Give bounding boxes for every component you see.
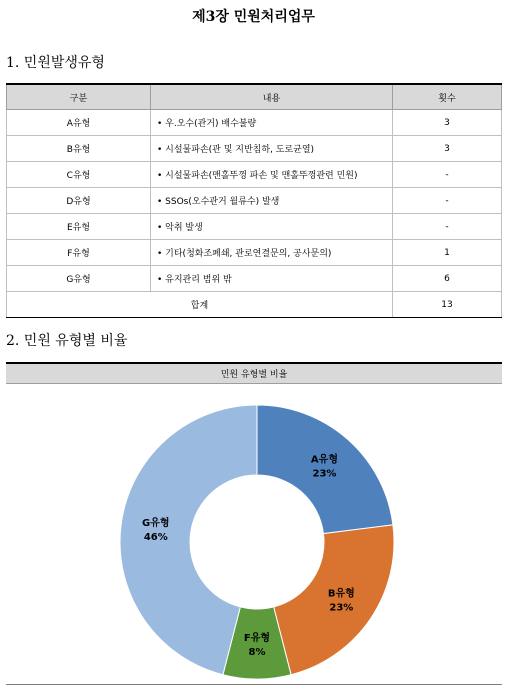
table-row xyxy=(7,110,502,136)
table-row xyxy=(7,266,502,292)
row-count: - xyxy=(393,162,502,188)
section-heading-type-ratio: 2. 민원 유형별 비율 xyxy=(6,333,128,349)
header-count: 횟수 xyxy=(393,84,502,110)
header-category: 구분 xyxy=(7,84,151,110)
slice-percent-label: 23% xyxy=(329,602,354,614)
slice-category-label: F유형 xyxy=(243,633,271,644)
table-row xyxy=(7,188,502,214)
slice-category-label: A유형 xyxy=(310,454,338,466)
row-count: 3 xyxy=(393,110,502,136)
slice-category-label: G유형 xyxy=(142,518,170,530)
table-row xyxy=(7,136,502,162)
row-type: B유형 xyxy=(7,136,151,162)
row-count: 3 xyxy=(393,136,502,162)
row-content: • 기타(청화조폐쇄, 관로연결문의, 공사문의) xyxy=(151,240,393,266)
table-row xyxy=(7,214,502,240)
row-count: - xyxy=(393,188,502,214)
table-row xyxy=(7,162,502,188)
row-content: • 악취 발생 xyxy=(151,214,393,240)
donut-slice-2 xyxy=(274,525,394,675)
row-content: • 시설물파손(관 및 지반침하, 도로균열) xyxy=(151,136,393,162)
table-header-row xyxy=(7,84,502,110)
row-content: • 시설물파손(맨홀뚜껑 파손 및 맨홀뚜껑관련 민원) xyxy=(151,162,393,188)
section-heading-complaint-types: 1. 민원발생유형 xyxy=(6,55,105,71)
total-value: 13 xyxy=(393,292,502,318)
row-type: G유형 xyxy=(7,266,151,292)
slice-category-label: B유형 xyxy=(327,588,355,600)
chart-bottom-rule xyxy=(6,684,502,685)
table-row xyxy=(7,240,502,266)
chapter-title: 제3장 민원처리업무 xyxy=(192,9,315,25)
row-type: C유형 xyxy=(7,162,151,188)
table-total-row xyxy=(7,292,502,318)
slice-percent-label: 23% xyxy=(312,468,337,480)
row-type: D유형 xyxy=(7,188,151,214)
ratio-chart xyxy=(6,362,502,686)
row-type: F유형 xyxy=(7,240,151,266)
row-content: • SSOs(오수관거 월류수) 발생 xyxy=(151,188,393,214)
row-type: E유형 xyxy=(7,214,151,240)
total-label: 합계 xyxy=(7,292,393,318)
row-content: • 우.오수(관거) 배수불량 xyxy=(151,110,393,136)
row-content: • 유지관리 범위 밖 xyxy=(151,266,393,292)
row-count: 1 xyxy=(393,240,502,266)
header-content: 내용 xyxy=(151,84,393,110)
chart-title: 민원 유형별 비율 xyxy=(6,362,502,384)
complaint-type-table xyxy=(6,83,502,318)
donut-chart xyxy=(6,384,502,684)
row-type: A유형 xyxy=(7,110,151,136)
slice-percent-label: 46% xyxy=(143,532,168,544)
slice-percent-label: 8% xyxy=(248,647,266,658)
row-count: 6 xyxy=(393,266,502,292)
row-count: - xyxy=(393,214,502,240)
